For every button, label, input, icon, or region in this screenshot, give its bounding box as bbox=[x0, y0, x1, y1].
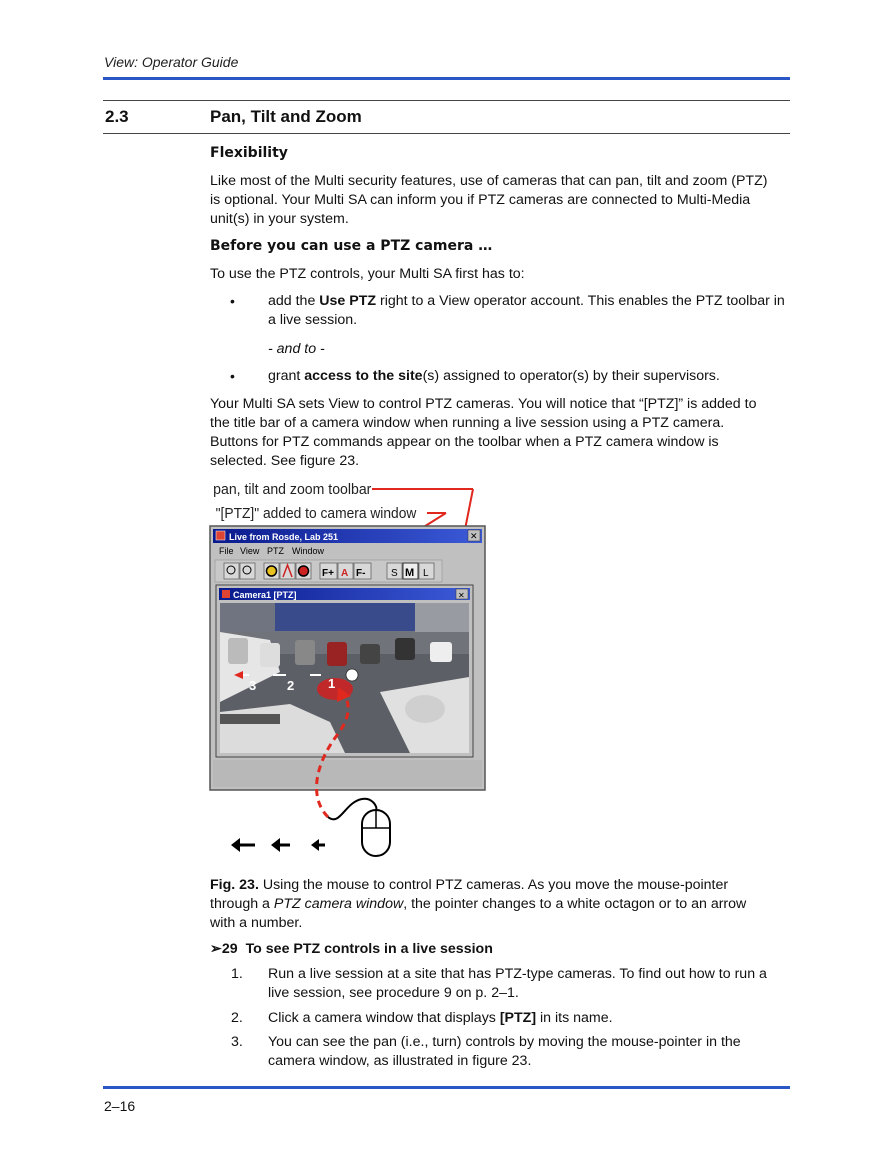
window-close-icon: ✕ bbox=[470, 532, 478, 542]
ptz-description-paragraph: Your Multi SA sets View to control PTZ cameras. You will notice that “[PTZ]” is added to the title bar of a camera window when running a live session using a PTZ camera. Buttons for PTZ commands appear on the toolbar when a PTZ camera window is selected. See figure 23. bbox=[210, 396, 757, 469]
footer-rule bbox=[103, 1086, 790, 1089]
procedure-step: Run a live session at a site that has PTZ-type cameras. To find out how to run a live session, see procedure 9 on p. 2–1. bbox=[268, 966, 767, 1001]
menu-file: File bbox=[219, 546, 234, 556]
pan-speed-3: 3 bbox=[249, 678, 257, 693]
toolbar-focus-minus: F- bbox=[356, 568, 366, 579]
before-intro: To use the PTZ controls, your Multi SA first has to: bbox=[210, 266, 525, 282]
annotation-ptz-title: "[PTZ]" added to camera window bbox=[215, 505, 417, 523]
section-top-rule bbox=[103, 100, 790, 101]
bullet-item-use-ptz: add the Use PTZ right to a View operator account. This enables the PTZ toolbar in a live session. bbox=[268, 293, 785, 328]
section-title: Pan, Tilt and Zoom bbox=[210, 107, 362, 126]
section-bottom-rule bbox=[103, 133, 790, 134]
running-header: View: Operator Guide bbox=[104, 54, 239, 70]
menu-window: Window bbox=[292, 546, 325, 556]
menu-ptz: PTZ bbox=[267, 546, 284, 556]
figure-illustration bbox=[200, 472, 520, 872]
flexibility-heading: Flexibility bbox=[210, 145, 288, 161]
toolbar-size-m: M bbox=[405, 567, 415, 579]
page-number: 2–16 bbox=[104, 1098, 136, 1114]
camera-window-title: Camera1 [PTZ] bbox=[233, 590, 297, 600]
toolbar-size-l: L bbox=[423, 568, 429, 579]
procedure-heading: ➢29 To see PTZ controls in a live session bbox=[210, 941, 493, 957]
before-heading: Before you can use a PTZ camera … bbox=[210, 238, 493, 254]
annotation-toolbar: pan, tilt and zoom toolbar bbox=[213, 481, 372, 499]
bullet-marker: • bbox=[230, 293, 235, 309]
step-number: 3. bbox=[231, 1034, 243, 1050]
procedure-step: Click a camera window that displays [PTZ] in its name. bbox=[268, 1010, 613, 1026]
pan-speed-1: 1 bbox=[328, 676, 336, 691]
bullet-marker: • bbox=[230, 368, 235, 384]
window-title: Live from Rosde, Lab 251 bbox=[229, 532, 339, 542]
toolbar-size-s: S bbox=[391, 568, 398, 579]
camera-close-icon: ✕ bbox=[458, 591, 465, 600]
step-number: 2. bbox=[231, 1010, 243, 1026]
bullet-item-access: grant access to the site(s) assigned to operator(s) by their supervisors. bbox=[268, 368, 720, 384]
figure-23 bbox=[200, 472, 520, 872]
pan-speed-2: 2 bbox=[287, 678, 295, 693]
and-to-separator: - and to - bbox=[268, 341, 325, 357]
section-number: 2.3 bbox=[105, 107, 129, 126]
toolbar-auto: A bbox=[341, 568, 349, 579]
flexibility-paragraph: Like most of the Multi security features, use of cameras that can pan, tilt and zoom (PTZ) is optional. Your Multi SA can inform you if PTZ cameras are connected to Multi-Media unit(s) in your system. bbox=[210, 173, 768, 227]
figure-caption: Fig. 23. Using the mouse to control PTZ cameras. As you move the mouse-pointer through a PTZ camera window, the pointer changes to a white octagon or to an arrow with a number. bbox=[210, 877, 747, 931]
header-rule bbox=[103, 77, 790, 80]
procedure-step: You can see the pan (i.e., turn) controls by moving the mouse-pointer in the camera window, as illustrated in figure 23. bbox=[268, 1034, 741, 1069]
toolbar-focus-plus: F+ bbox=[322, 568, 334, 579]
step-number: 1. bbox=[231, 966, 243, 982]
menu-view: View bbox=[240, 546, 260, 556]
